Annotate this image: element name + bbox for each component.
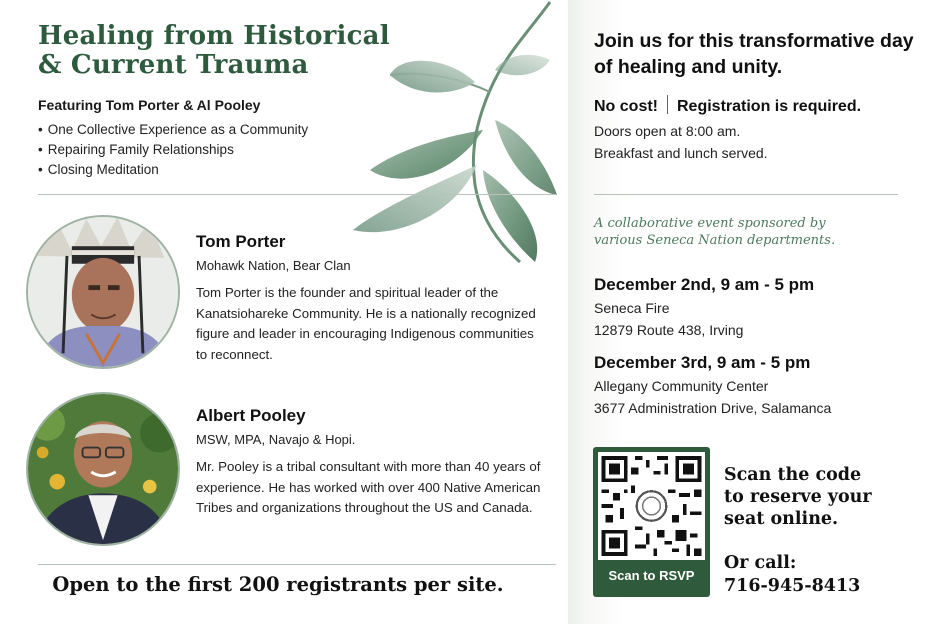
phone-number[interactable]: 716-945-8413: [724, 576, 861, 596]
scan-line-1: Scan the code: [724, 465, 862, 485]
speaker-bio-albert-pooley: [196, 405, 546, 519]
event-session-2: [594, 351, 914, 419]
title-line-2: & Current Trauma: [38, 50, 309, 80]
speaker-name: Albert Pooley: [196, 406, 306, 425]
speaker-description: Tom Porter is the founder and spiritual leader of the Kanatsiohareke Community. He is a nationally recognized figure and leader in encouraging Indigenous communities to reconnect.: [196, 285, 536, 362]
event-session-1: [594, 273, 914, 341]
section-divider: [38, 564, 556, 565]
title-line-1: Healing from Historical: [38, 21, 390, 51]
qr-label: Scan to RSVP: [608, 568, 695, 583]
doors-open-text: Doors open at 8:00 am.: [594, 123, 741, 139]
event-venue: Seneca Fire: [594, 300, 670, 316]
cost-line: [594, 95, 861, 116]
scan-line-2: to reserve your: [724, 487, 872, 507]
rsvp-qr-code[interactable]: [593, 447, 710, 597]
scan-line-3: seat online.: [724, 509, 839, 529]
or-call-label: Or call:: [724, 553, 797, 573]
event-address: 12879 Route 438, Irving: [594, 322, 744, 338]
albert-pooley-photo: [26, 392, 180, 546]
qr-code-image[interactable]: [598, 452, 705, 560]
scan-instruction: [724, 464, 924, 530]
phone-contact: [724, 552, 860, 598]
meals-text: Breakfast and lunch served.: [594, 145, 768, 161]
list-item: • One Collective Experience as a Community: [38, 120, 308, 140]
registrant-limit-notice: Open to the first 200 registrants per site.: [52, 573, 504, 596]
section-divider: [594, 194, 898, 195]
event-intro: Join us for this transformative day of healing and unity.: [594, 30, 914, 78]
sponsor-line-1: A collaborative event sponsored by: [594, 216, 826, 231]
speaker-bio-tom-porter: [196, 231, 546, 365]
speaker-affiliation: Mohawk Nation, Bear Clan: [196, 258, 351, 273]
list-item: • Closing Meditation: [38, 160, 308, 180]
featuring-line: Featuring Tom Porter & Al Pooley: [38, 97, 261, 113]
speaker-description: Mr. Pooley is a tribal consultant with more than 40 years of experience. He has worked with over 400 Native American Tribes and organizations throughout the US and Canada.: [196, 459, 541, 515]
section-divider: [38, 194, 556, 195]
list-item: • Repairing Family Relationships: [38, 140, 308, 160]
event-date: December 3rd, 9 am - 5 pm: [594, 353, 811, 372]
cost-text: No cost!: [594, 98, 658, 115]
event-title: [38, 22, 458, 80]
registration-text: Registration is required.: [677, 98, 862, 115]
speaker-name: Tom Porter: [196, 232, 286, 251]
event-date: December 2nd, 9 am - 5 pm: [594, 275, 815, 294]
event-venue: Allegany Community Center: [594, 378, 769, 394]
tom-porter-photo: [26, 215, 180, 369]
event-address: 3677 Administration Drive, Salamanca: [594, 400, 832, 416]
sponsor-note: [594, 215, 914, 249]
sponsor-line-2: various Seneca Nation departments.: [594, 233, 836, 248]
highlights-list: [38, 120, 308, 180]
cost-separator: [667, 95, 668, 114]
schedule-info: [594, 120, 768, 164]
speaker-affiliation: MSW, MPA, Navajo & Hopi.: [196, 432, 356, 447]
